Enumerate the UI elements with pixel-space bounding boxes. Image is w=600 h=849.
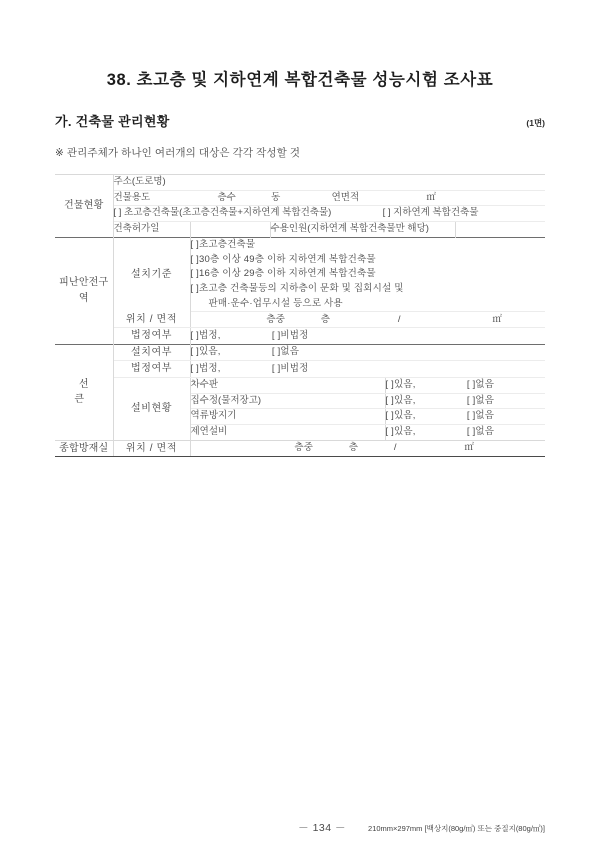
table-row-address [55,175,545,191]
equipment-name-0: 차수판 [190,377,385,393]
checkbox-option-underground-complex[interactable]: [ ] 지하연계 복합건축물 [382,207,479,219]
table-row-usage [55,190,545,206]
table-row-control-room [55,440,545,457]
equipment-name-2: 역류방지기 [190,409,385,425]
floor-of-label: 층중 [294,442,314,454]
checkbox-option-highrise-complex[interactable]: [ ] 초고층건축물(초고층건축물+지하연계 복합건축물) [113,207,332,219]
checkbox-equipment-1-yes[interactable]: [ ]있음, [385,394,416,406]
installation-criteria-options[interactable] [190,237,545,312]
building-management-form-table [55,174,545,457]
floor-label: 층 [320,313,331,325]
checkbox-equipment-2-no[interactable]: [ ]없음 [466,410,495,422]
sublabel-equipment-status: 설비현황 [113,377,190,440]
row-label-sunken: 선 큰 [55,344,113,440]
checkbox-equipment-1-no[interactable]: [ ]없음 [466,394,495,406]
checkbox-equipment-3-yes[interactable]: [ ]있음, [385,426,416,438]
usage-label: 건물용도 [113,191,151,203]
floors-label: 층수 [217,191,236,203]
slash-separator: / [393,442,397,454]
row-label-building-status: 건물현황 [55,175,113,238]
building-type-row-cell[interactable] [113,206,545,222]
paper-specification: 210mm×297mm [백상지(80g/㎡) 또는 중질지(80g/㎡)] [368,824,545,833]
table-row-sunken-legal [55,361,545,378]
buildings-label: 동 [271,191,281,203]
sublabel-control-room-location: 위치 / 면적 [113,440,190,457]
sunken-installed-options[interactable] [190,344,545,361]
checkbox-legal-yes[interactable]: [ ]법정, [190,329,221,341]
floor-of-label: 층중 [266,313,286,325]
table-row-equipment-0 [55,377,545,393]
sublabel-installed: 설치여부 [113,344,190,361]
area-unit: ㎡ [464,442,475,454]
row-label-evacuation-zone: 피난안전구역 [55,237,113,344]
checkbox-installed-yes[interactable]: [ ]있음, [190,346,221,358]
criteria-option-2[interactable]: [ ]16층 이상 29층 이하 지하연계 복합건축물 [190,268,376,280]
checkbox-equipment-2-yes[interactable]: [ ]있음, [385,410,416,422]
table-row-evacuation-legal [55,328,545,345]
permit-date-label: 건축허가일 [113,222,190,238]
usage-row-cell[interactable] [113,190,545,206]
sublabel-legal-status: 법정여부 [113,328,190,345]
table-row-building-type [55,206,545,222]
equipment-options-3[interactable] [385,425,545,441]
equipment-options-2[interactable] [385,409,545,425]
section-heading-row [55,111,545,130]
capacity-value[interactable] [455,222,545,238]
checkbox-installed-no[interactable]: [ ]없음 [271,346,300,358]
checkbox-sunken-legal-no[interactable]: [ ]비법정 [271,362,309,374]
checkbox-equipment-0-no[interactable]: [ ]없음 [466,378,495,390]
checkbox-sunken-legal-yes[interactable]: [ ]법정, [190,362,221,374]
checkbox-equipment-3-no[interactable]: [ ]없음 [466,426,495,438]
row-label-control-room: 종합방재실 [55,440,113,457]
table-row-permit-capacity [55,222,545,238]
table-row-evacuation-location [55,312,545,328]
sublabel-sunken-legal: 법정여부 [113,361,190,378]
checkbox-legal-no[interactable]: [ ]비법정 [271,329,309,341]
area-unit: ㎡ [492,313,503,325]
criteria-option-3[interactable]: [ ]초고층 건축물등의 지하층이 문화 및 집회시설 및 [190,283,404,295]
page-title: 38. 초고층 및 지하연계 복합건축물 성능시험 조사표 [106,71,494,89]
floor-label: 층 [348,442,359,454]
form-note: ※ 관리주체가 하나인 여러개의 대상은 각각 작성할 것 [55,147,301,159]
section-heading: 가. 건축물 관리현황 [55,114,170,129]
page-footer [0,820,600,835]
equipment-name-1: 집수정(물저장고) [190,393,385,409]
area-unit: ㎡ [426,191,436,203]
control-room-location-value[interactable] [190,440,545,457]
checkbox-equipment-0-yes[interactable]: [ ]있음, [385,378,416,390]
table-row-evacuation-criteria [55,237,545,312]
total-area-label: 연면적 [331,191,360,203]
criteria-option-1[interactable]: [ ]30층 이상 49층 이하 지하연계 복합건축물 [190,253,376,265]
slash-separator: / [397,313,401,325]
equipment-options-1[interactable] [385,393,545,409]
table-row-sunken-installed [55,344,545,361]
criteria-option-0[interactable]: [ ]초고층건축물 [190,238,256,250]
evacuation-legal-options[interactable] [190,328,545,345]
page-number: － 134 － [298,822,347,834]
page-face-label: (1면) [526,118,545,128]
criteria-option-3-continued: 판매·운수·업무시설 등으로 사용 [208,297,343,309]
sublabel-installation-criteria: 설치기준 [113,237,190,312]
equipment-name-3: 제연설비 [190,425,385,441]
capacity-label: 수용인원(지하연계 복합건축물만 해당) [270,222,455,238]
address-label[interactable]: 주소(도로명) [113,175,545,191]
sunken-legal-options[interactable] [190,361,545,378]
evacuation-location-value[interactable] [190,312,545,328]
permit-date-value[interactable] [190,222,270,238]
equipment-options-0[interactable] [385,377,545,393]
sublabel-location-area: 위치 / 면적 [113,312,190,328]
